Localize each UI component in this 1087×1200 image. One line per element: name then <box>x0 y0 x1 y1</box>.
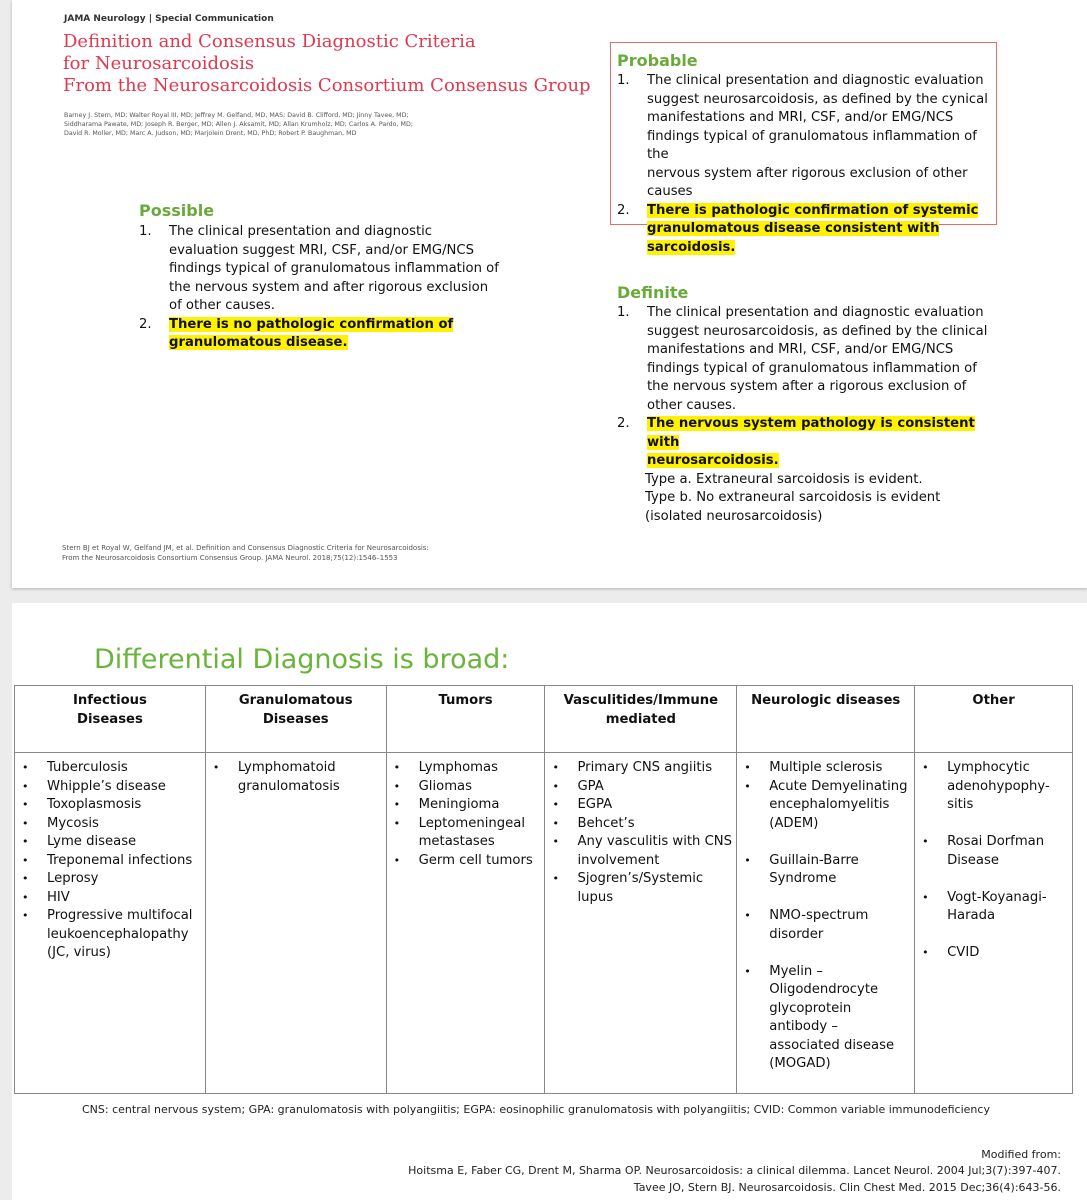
diagnosis-line: • EGPA <box>577 797 613 812</box>
modified-from: Modified from: <box>981 1148 1061 1161</box>
reference: Hoitsma E, Faber CG, Drent M, Sharma OP. Neurosarcoidosis: a clinical dilemma. Lancet Neurol. 2004 Jul;3(7):397-407. <box>408 1164 1061 1177</box>
probable-criteria <box>617 72 1002 257</box>
diagnosis-line: • Any vasculitis with CNS <box>577 834 733 849</box>
diagnosis-item <box>206 759 384 796</box>
diagnosis-item <box>737 759 912 778</box>
diagnosis-line: associated disease <box>769 1037 895 1053</box>
item-line: suggest neurosarcoidosis, as defined by the cynical <box>647 91 988 107</box>
abbreviations: CNS: central nervous system; GPA: granulomatosis with polyangiitis; EGPA: eosinophilic granulomatosis with polyangiitis; CVID: Common variable immunodeficiency <box>82 1103 990 1116</box>
diagnosis-item <box>915 759 1070 815</box>
diagnosis-item <box>737 852 912 889</box>
item-number: 1. <box>139 224 152 239</box>
item-number: 2. <box>617 416 630 431</box>
diagnosis-item <box>15 889 203 908</box>
column-cell <box>205 753 386 1094</box>
diagnosis-line: Syndrome <box>769 871 837 886</box>
diagnosis-line: • Toxoplasmosis <box>47 797 142 812</box>
diagnosis-line: • Progressive multifocal <box>47 908 193 923</box>
item-line: nervous system after rigorous exclusion of other <box>647 165 968 181</box>
diagnosis-line: disorder <box>769 926 824 942</box>
citation-line: From the Neurosarcoidosis Consortium Consensus Group. JAMA Neurol. 2018;75(12):1546–1553 <box>62 554 398 562</box>
diagnosis-line: • Tuberculosis <box>47 760 128 775</box>
diagnosis-item <box>15 870 203 889</box>
diagnosis-line: lupus <box>577 889 614 905</box>
column-header: Granulomatous Diseases <box>205 686 386 753</box>
criteria-item <box>617 304 1002 415</box>
diagnosis-line: • Rosai Dorfman <box>947 834 1045 849</box>
diagnosis-item <box>545 796 734 815</box>
diagnosis-line: • Whipple’s disease <box>47 778 166 794</box>
possible-heading: Possible <box>139 201 215 220</box>
item-line: The clinical presentation and diagnostic evaluation <box>647 73 984 88</box>
column-header: Tumors <box>386 686 545 753</box>
diagnosis-item <box>737 907 912 944</box>
diagnosis-item <box>737 963 912 1074</box>
item-number: 2. <box>617 202 630 218</box>
diagnosis-line: encephalomyelitis <box>769 797 890 812</box>
column-header: Other <box>915 686 1073 753</box>
diagnosis-line: Harada <box>947 908 996 923</box>
highlighted-line: granulomatous disease consistent with sarcoidosis. <box>647 221 940 255</box>
author-line: Siddharama Pawate, MD; Joseph R. Berger, MD; Allen J. Aksamit, MD; Allan Krumholz, MD; Carlos A. Pardo, MD; <box>64 121 413 128</box>
diagnosis-line: • Behcet’s <box>577 815 635 831</box>
item-line: evaluation suggest MRI, CSF, and/or EMG/NCS <box>169 242 474 258</box>
criteria-item <box>139 223 539 316</box>
criteria-item-highlighted <box>617 415 1002 471</box>
diagnosis-list <box>206 759 384 796</box>
diagnosis-item <box>915 944 1070 963</box>
highlighted-line: neurosarcoidosis. <box>647 453 779 468</box>
diagnosis-line: (MOGAD) <box>769 1056 831 1071</box>
item-line: manifestations and MRI, CSF, and/or EMG/NCS <box>647 110 954 125</box>
diagnosis-line: • GPA <box>577 778 604 794</box>
highlighted-line: There is pathologic confirmation of systemic <box>647 202 979 218</box>
diagnosis-line: Disease <box>947 852 999 868</box>
diagnosis-item <box>387 815 543 852</box>
diagnosis-line: • Lymphocytic <box>947 760 1030 775</box>
item-line: The clinical presentation and diagnostic <box>169 224 433 239</box>
item-number: 1. <box>617 73 630 88</box>
criteria-item-highlighted <box>617 202 1002 258</box>
definite-criteria <box>617 304 1002 526</box>
diagnosis-item <box>545 778 734 797</box>
slide-title: Differential Diagnosis is broad: <box>94 644 510 675</box>
diagnosis-item <box>15 796 203 815</box>
column-cell <box>15 753 206 1094</box>
diagnosis-list <box>15 759 203 963</box>
author-list <box>64 111 504 138</box>
probable-heading: Probable <box>617 51 698 70</box>
journal-label: JAMA Neurology | Special Communication <box>64 14 274 24</box>
diagnosis-item <box>15 833 203 852</box>
type-line: Type b. No extraneural sarcoidosis is evident <box>645 490 941 505</box>
diagnosis-line: • Germ cell tumors <box>418 852 533 868</box>
diagnosis-line: • Vogt-Koyanagi- <box>947 889 1047 905</box>
item-line: causes <box>647 184 693 199</box>
diagnosis-item <box>915 833 1070 870</box>
item-line: the nervous system after a rigorous exclusion of <box>647 379 967 394</box>
type-line: Type a. Extraneural sarcoidosis is evident. <box>645 471 923 487</box>
diagnosis-item <box>545 833 734 870</box>
diagnosis-line: • Lymphomatoid <box>237 760 336 775</box>
diagnosis-line: adenohypophy- <box>947 778 1050 794</box>
highlighted-line: The nervous system pathology is consistent with <box>647 416 975 450</box>
paper-title <box>63 31 591 97</box>
diagnosis-list <box>915 759 1070 963</box>
column-cell <box>737 753 915 1094</box>
diagnosis-item <box>545 815 734 834</box>
diagnosis-item <box>387 796 543 815</box>
item-line: The clinical presentation and diagnostic evaluation <box>647 305 984 320</box>
reference: Tavee JO, Stern BJ. Neurosarcoidosis. Clin Chest Med. 2015 Dec;36(4):643-56. <box>633 1181 1061 1194</box>
citation-line: Stern BJ et Royal W, Gelfand JM, et al. Definition and Consensus Diagnostic Criteria for Neurosarcoidosis: <box>62 544 429 552</box>
diagnosis-item <box>545 870 734 907</box>
diagnosis-line: granulomatosis <box>237 778 340 794</box>
item-line: findings typical of granulomatous inflammation of <box>169 261 499 276</box>
diagnosis-line: • CVID <box>947 945 980 960</box>
criteria-item <box>617 72 1002 202</box>
column-cell <box>386 753 545 1094</box>
definite-types <box>617 471 1002 527</box>
table-row <box>15 753 1073 1094</box>
diagnosis-list <box>387 759 543 870</box>
diagnosis-item <box>915 889 1070 926</box>
diagnosis-line: • HIV <box>47 889 70 905</box>
item-line: of other causes. <box>169 298 275 313</box>
diagnosis-line: • Leptomeningeal <box>418 815 525 831</box>
highlighted-line: There is no pathologic confirmation of <box>169 316 454 332</box>
item-line: other causes. <box>647 397 737 413</box>
table-header-row <box>15 686 1073 753</box>
column-header: Infectious Diseases <box>15 686 206 753</box>
diagnosis-line: metastases <box>418 834 495 849</box>
column-header: Vasculitides/Immune mediated <box>545 686 737 753</box>
differential-slide <box>12 603 1087 1200</box>
diagnosis-line: • Gliomas <box>418 778 472 794</box>
diagnosis-item <box>15 778 203 797</box>
diagnosis-line: (ADEM) <box>769 815 819 831</box>
item-number: 2. <box>139 316 152 332</box>
diagnosis-line: • Myelin – <box>769 963 824 979</box>
item-number: 1. <box>617 305 630 320</box>
diagnosis-line: • NMO-spectrum <box>769 908 869 923</box>
diagnosis-list <box>545 759 734 907</box>
diagnosis-line: • Primary CNS angiitis <box>577 760 713 775</box>
title-line: From the Neurosarcoidosis Consortium Consensus Group <box>63 75 591 96</box>
differential-table <box>14 685 1073 1094</box>
diagnosis-line: • Lyme disease <box>47 834 137 849</box>
diagnosis-line: (JC, virus) <box>47 945 111 960</box>
definite-heading: Definite <box>617 283 689 302</box>
criteria-slide <box>12 0 1087 588</box>
item-line: findings typical of granulomatous inflammation of <box>647 360 977 376</box>
diagnosis-line: Oligodendrocyte <box>769 982 879 997</box>
diagnosis-line: • Leprosy <box>47 871 99 886</box>
diagnosis-item <box>15 815 203 834</box>
diagnosis-line: involvement <box>577 852 660 868</box>
diagnosis-line: antibody – <box>769 1019 838 1034</box>
column-cell <box>545 753 737 1094</box>
diagnosis-line: • Multiple sclerosis <box>769 760 883 775</box>
diagnosis-line: • Guillain-Barre <box>769 852 859 868</box>
diagnosis-line: • Treponemal infections <box>47 852 193 868</box>
diagnosis-list <box>737 759 912 1074</box>
title-line: for Neurosarcoidosis <box>63 53 255 74</box>
type-line: (isolated neurosarcoidosis) <box>645 508 823 524</box>
diagnosis-item <box>387 759 543 778</box>
diagnosis-line: • Sjogren’s/Systemic <box>577 871 704 886</box>
citation <box>62 543 429 563</box>
item-line: manifestations and MRI, CSF, and/or EMG/NCS <box>647 342 954 357</box>
item-line: suggest neurosarcoidosis, as defined by the clinical <box>647 323 988 339</box>
diagnosis-item <box>387 852 543 871</box>
diagnosis-item <box>15 907 203 963</box>
diagnosis-item <box>15 852 203 871</box>
item-line: findings typical of granulomatous inflammation of the <box>647 128 977 162</box>
diagnosis-line: leukoencephalopathy <box>47 926 189 942</box>
criteria-item-highlighted <box>139 316 539 353</box>
column-header: Neurologic diseases <box>737 686 915 753</box>
diagnosis-line: • Lymphomas <box>418 760 498 775</box>
highlighted-line: granulomatous disease. <box>169 335 348 350</box>
diagnosis-item <box>545 759 734 778</box>
item-line: the nervous system and after rigorous exclusion <box>169 279 489 295</box>
diagnosis-item <box>15 759 203 778</box>
title-line: Definition and Consensus Diagnostic Criteria <box>63 31 476 52</box>
diagnosis-line: sitis <box>947 797 974 812</box>
author-line: Barney J. Stern, MD; Walter Royal III, MD; Jeffrey M. Gelfand, MD, MAS; David B. Clifford, MD; Jinny Tavee, MD; <box>64 112 409 119</box>
possible-criteria <box>139 223 539 353</box>
diagnosis-item <box>387 778 543 797</box>
diagnosis-line: glycoprotein <box>769 1000 852 1016</box>
diagnosis-item <box>737 778 912 834</box>
diagnosis-line: • Mycosis <box>47 815 99 831</box>
diagnosis-line: • Meningioma <box>418 797 500 812</box>
author-line: David R. Moller, MD; Marc A. Judson, MD; Marjolein Drent, MD, PhD; Robert P. Baughman, MD <box>64 130 357 137</box>
diagnosis-line: • Acute Demyelinating <box>769 778 908 794</box>
column-cell <box>915 753 1073 1094</box>
